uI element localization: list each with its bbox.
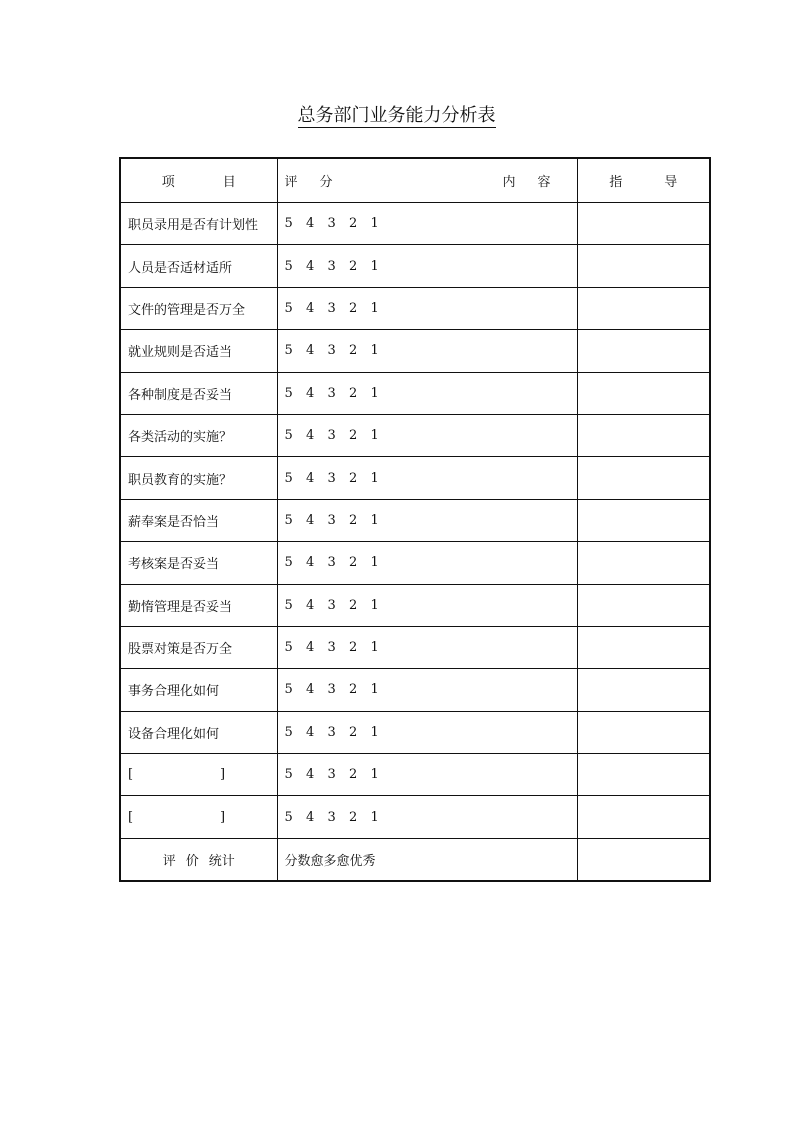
item-label: 考核案是否妥当 bbox=[120, 542, 277, 584]
rating-option[interactable]: 5 bbox=[284, 385, 293, 401]
header-score-char-1: 评 bbox=[284, 175, 298, 190]
rating-option[interactable]: 5 bbox=[284, 258, 293, 274]
rating-option[interactable]: 3 bbox=[327, 428, 336, 444]
item-label: 事务合理化如何 bbox=[120, 669, 277, 711]
rating-option[interactable]: 1 bbox=[370, 809, 379, 825]
rating-option[interactable]: 3 bbox=[327, 470, 336, 486]
rating-option[interactable]: 1 bbox=[370, 428, 379, 444]
blank-item-field[interactable] bbox=[120, 796, 277, 838]
guide-cell[interactable] bbox=[577, 626, 710, 668]
item-label: 各类活动的实施？ bbox=[120, 414, 277, 456]
header-guide-char-2: 导 bbox=[664, 175, 678, 190]
rating-option[interactable]: 2 bbox=[349, 385, 358, 401]
bracket-close: ] bbox=[220, 809, 226, 825]
guide-cell[interactable] bbox=[577, 245, 710, 287]
rating-scale[interactable] bbox=[277, 372, 577, 414]
item-label: 职员录用是否有计划性 bbox=[120, 203, 277, 245]
rating-option[interactable]: 2 bbox=[349, 300, 358, 316]
rating-option[interactable]: 5 bbox=[284, 512, 293, 528]
blank-item-row bbox=[120, 754, 710, 796]
rating-option[interactable]: 1 bbox=[370, 300, 379, 316]
rating-scale[interactable] bbox=[277, 414, 577, 456]
rating-option[interactable]: 3 bbox=[327, 343, 336, 359]
header-guide bbox=[577, 158, 710, 203]
rating-option[interactable]: 5 bbox=[284, 767, 293, 783]
rating-option[interactable]: 3 bbox=[327, 216, 336, 232]
rating-scale[interactable] bbox=[277, 626, 577, 668]
header-item bbox=[120, 158, 277, 203]
rating-scale[interactable] bbox=[277, 542, 577, 584]
rating-option[interactable]: 2 bbox=[349, 512, 358, 528]
rating-option[interactable]: 5 bbox=[284, 343, 293, 359]
rating-scale[interactable] bbox=[277, 245, 577, 287]
analysis-table bbox=[119, 157, 711, 882]
rating-option[interactable]: 3 bbox=[327, 724, 336, 740]
table-row bbox=[120, 372, 710, 414]
item-label: 文件的管理是否万全 bbox=[120, 287, 277, 329]
rating-option[interactable]: 5 bbox=[284, 470, 293, 486]
guide-cell[interactable] bbox=[577, 457, 710, 499]
rating-option[interactable]: 2 bbox=[349, 470, 358, 486]
rating-option[interactable]: 4 bbox=[306, 258, 315, 274]
item-label: 各种制度是否妥当 bbox=[120, 372, 277, 414]
rating-option[interactable]: 2 bbox=[349, 428, 358, 444]
title-text: 总务部门业务能力分析表 bbox=[297, 105, 496, 126]
rating-option[interactable]: 2 bbox=[349, 640, 358, 656]
rating-option[interactable]: 3 bbox=[327, 555, 336, 571]
rating-scale[interactable] bbox=[277, 287, 577, 329]
rating-option[interactable]: 2 bbox=[349, 809, 358, 825]
rating-option[interactable]: 4 bbox=[306, 300, 315, 316]
bracket-open: [ bbox=[128, 809, 134, 825]
rating-option[interactable]: 1 bbox=[370, 258, 379, 274]
table-row bbox=[120, 287, 710, 329]
table-header-row bbox=[120, 158, 710, 203]
guide-cell[interactable] bbox=[577, 584, 710, 626]
guide-cell[interactable] bbox=[577, 669, 710, 711]
page-title bbox=[0, 104, 793, 128]
table-row bbox=[120, 711, 710, 753]
rating-option[interactable]: 2 bbox=[349, 767, 358, 783]
rating-option[interactable]: 1 bbox=[370, 555, 379, 571]
rating-option[interactable]: 2 bbox=[349, 258, 358, 274]
guide-cell[interactable] bbox=[577, 711, 710, 753]
rating-option[interactable]: 3 bbox=[327, 640, 336, 656]
rating-option[interactable]: 5 bbox=[284, 216, 293, 232]
rating-option[interactable]: 1 bbox=[370, 724, 379, 740]
table-row bbox=[120, 669, 710, 711]
rating-option[interactable]: 3 bbox=[327, 767, 336, 783]
footer-label-char-2: 价 bbox=[185, 854, 199, 870]
rating-scale[interactable] bbox=[277, 330, 577, 372]
rating-option[interactable]: 5 bbox=[284, 300, 293, 316]
footer-label-char-3: 统计 bbox=[208, 854, 235, 870]
rating-option[interactable]: 4 bbox=[306, 809, 315, 825]
rating-scale[interactable] bbox=[277, 499, 577, 541]
header-item-char-2: 目 bbox=[222, 175, 236, 190]
rating-option[interactable]: 2 bbox=[349, 216, 358, 232]
footer-guide-cell[interactable] bbox=[577, 838, 710, 881]
rating-option[interactable]: 4 bbox=[306, 343, 315, 359]
header-score-content bbox=[277, 158, 577, 203]
guide-cell[interactable] bbox=[577, 287, 710, 329]
rating-option[interactable]: 3 bbox=[327, 682, 336, 698]
rating-option[interactable]: 4 bbox=[306, 385, 315, 401]
rating-scale[interactable] bbox=[277, 754, 577, 796]
rating-scale[interactable] bbox=[277, 203, 577, 245]
rating-scale[interactable] bbox=[277, 796, 577, 838]
guide-cell[interactable] bbox=[577, 754, 710, 796]
rating-option[interactable]: 5 bbox=[284, 724, 293, 740]
rating-option[interactable]: 4 bbox=[306, 216, 315, 232]
guide-cell[interactable] bbox=[577, 330, 710, 372]
table-row bbox=[120, 499, 710, 541]
table-row bbox=[120, 584, 710, 626]
rating-option[interactable]: 5 bbox=[284, 682, 293, 698]
footer-note: 分数愈多愈优秀 bbox=[277, 838, 577, 881]
guide-cell[interactable] bbox=[577, 542, 710, 584]
rating-option[interactable]: 1 bbox=[370, 682, 379, 698]
item-label: 就业规则是否适当 bbox=[120, 330, 277, 372]
rating-option[interactable]: 4 bbox=[306, 512, 315, 528]
footer-label bbox=[120, 838, 277, 881]
guide-cell[interactable] bbox=[577, 203, 710, 245]
table-row bbox=[120, 245, 710, 287]
table-row bbox=[120, 203, 710, 245]
rating-option[interactable]: 4 bbox=[306, 724, 315, 740]
table-row bbox=[120, 542, 710, 584]
rating-option[interactable]: 4 bbox=[306, 470, 315, 486]
rating-option[interactable]: 4 bbox=[306, 597, 315, 613]
rating-scale[interactable] bbox=[277, 711, 577, 753]
header-score-char-2: 分 bbox=[319, 175, 333, 190]
rating-option[interactable]: 3 bbox=[327, 597, 336, 613]
guide-cell[interactable] bbox=[577, 499, 710, 541]
rating-option[interactable]: 2 bbox=[349, 724, 358, 740]
rating-option[interactable]: 1 bbox=[370, 385, 379, 401]
rating-option[interactable]: 1 bbox=[370, 470, 379, 486]
table-row bbox=[120, 330, 710, 372]
footer-row bbox=[120, 838, 710, 881]
blank-item-field[interactable] bbox=[120, 754, 277, 796]
item-label: 薪奉案是否恰当 bbox=[120, 499, 277, 541]
rating-scale[interactable] bbox=[277, 669, 577, 711]
rating-option[interactable]: 1 bbox=[370, 512, 379, 528]
rating-option[interactable]: 2 bbox=[349, 555, 358, 571]
rating-scale[interactable] bbox=[277, 457, 577, 499]
rating-option[interactable]: 3 bbox=[327, 809, 336, 825]
rating-option[interactable]: 2 bbox=[349, 597, 358, 613]
rating-option[interactable]: 2 bbox=[349, 682, 358, 698]
rating-option[interactable]: 5 bbox=[284, 809, 293, 825]
item-label: 职员教育的实施？ bbox=[120, 457, 277, 499]
header-item-char-1: 项 bbox=[161, 175, 175, 190]
table-row bbox=[120, 414, 710, 456]
rating-option[interactable]: 5 bbox=[284, 555, 293, 571]
rating-option[interactable]: 5 bbox=[284, 428, 293, 444]
item-label: 设备合理化如何 bbox=[120, 711, 277, 753]
rating-option[interactable]: 1 bbox=[370, 343, 379, 359]
rating-option[interactable]: 4 bbox=[306, 555, 315, 571]
rating-option[interactable]: 3 bbox=[327, 385, 336, 401]
item-label: 勤惰管理是否妥当 bbox=[120, 584, 277, 626]
rating-option[interactable]: 1 bbox=[370, 640, 379, 656]
rating-option[interactable]: 1 bbox=[370, 216, 379, 232]
header-content-char-1: 内 bbox=[502, 175, 516, 190]
rating-option[interactable]: 1 bbox=[370, 767, 379, 783]
guide-cell[interactable] bbox=[577, 414, 710, 456]
rating-option[interactable]: 3 bbox=[327, 512, 336, 528]
rating-option[interactable]: 5 bbox=[284, 597, 293, 613]
rating-option[interactable]: 4 bbox=[306, 428, 315, 444]
blank-item-row bbox=[120, 796, 710, 838]
guide-cell[interactable] bbox=[577, 372, 710, 414]
rating-option[interactable]: 4 bbox=[306, 767, 315, 783]
item-label: 股票对策是否万全 bbox=[120, 626, 277, 668]
header-guide-char-1: 指 bbox=[609, 175, 623, 190]
header-content-char-2: 容 bbox=[537, 175, 551, 190]
rating-option[interactable]: 5 bbox=[284, 640, 293, 656]
rating-option[interactable]: 3 bbox=[327, 258, 336, 274]
footer-label-char-1: 评 bbox=[162, 854, 176, 870]
rating-option[interactable]: 2 bbox=[349, 343, 358, 359]
item-label: 人员是否适材适所 bbox=[120, 245, 277, 287]
guide-cell[interactable] bbox=[577, 796, 710, 838]
table-row bbox=[120, 626, 710, 668]
bracket-close: ] bbox=[220, 767, 226, 783]
table-row bbox=[120, 457, 710, 499]
rating-option[interactable]: 4 bbox=[306, 640, 315, 656]
rating-option[interactable]: 3 bbox=[327, 300, 336, 316]
bracket-open: [ bbox=[128, 767, 134, 783]
rating-option[interactable]: 4 bbox=[306, 682, 315, 698]
rating-scale[interactable] bbox=[277, 584, 577, 626]
rating-option[interactable]: 1 bbox=[370, 597, 379, 613]
